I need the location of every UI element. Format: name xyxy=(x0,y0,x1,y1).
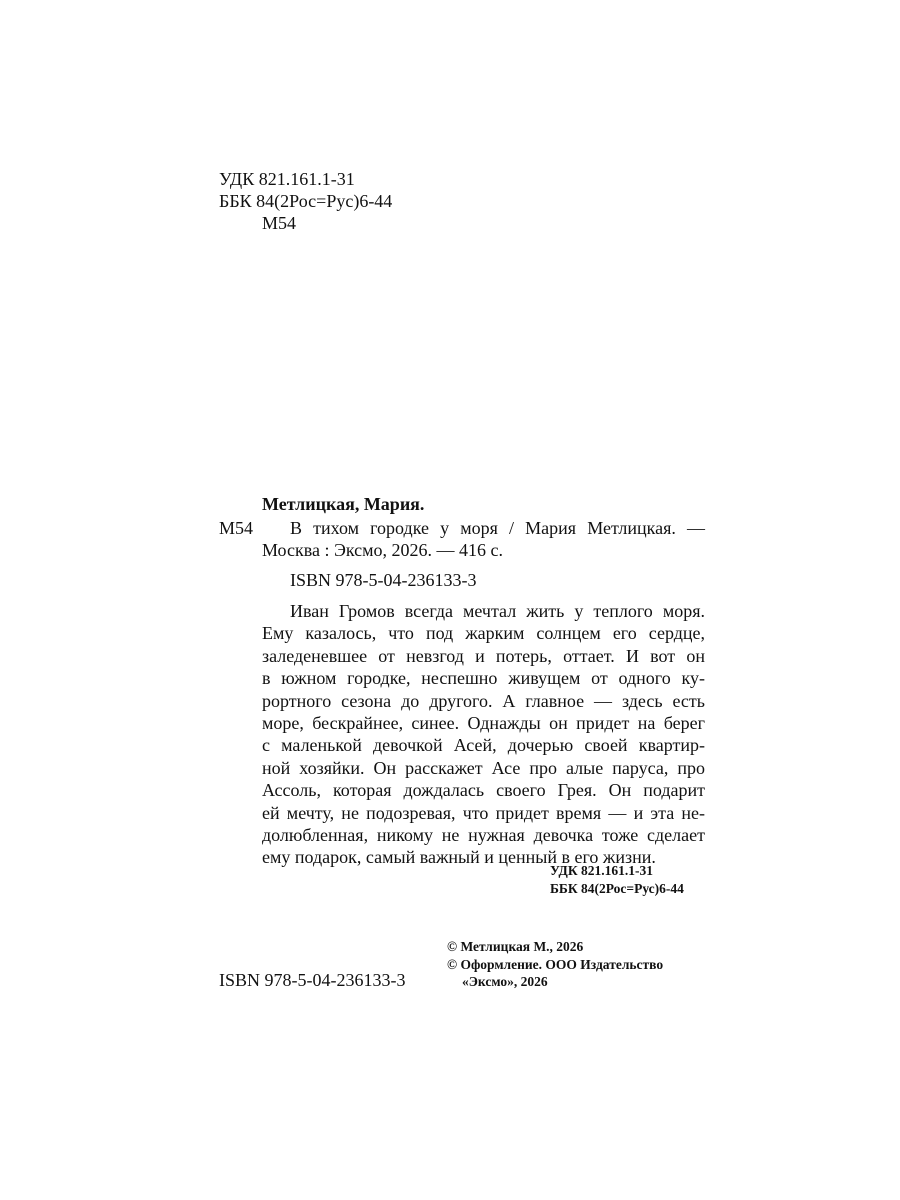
annotation-line: Иван Громов всегда мечтал жить у теплого моря. xyxy=(290,601,705,621)
copyright-publisher: «Эксмо», 2026 xyxy=(462,974,548,989)
bbk-code: ББК 84(2Рос=Рус)6-44 xyxy=(219,191,393,211)
card-author-mark: М54 xyxy=(219,518,254,538)
card-title-line: В тихом городке у моря / Мария Метлицкая. — xyxy=(290,518,705,538)
card-bbk: ББК 84(2Рос=Рус)6-44 xyxy=(550,881,684,896)
annotation-line: ей мечту, не подозревая, что придет время — и эта не- xyxy=(262,802,705,823)
card-isbn: ISBN 978-5-04-236133-3 xyxy=(290,570,477,590)
annotation xyxy=(262,600,705,869)
annotation-line: море, бескрайнее, синее. Однажды он придет на берег xyxy=(262,712,705,733)
annotation-line: ему подарок, самый важный и ценный в его жизни. xyxy=(262,847,656,868)
footer-isbn: ISBN 978-5-04-236133-3 xyxy=(219,970,406,990)
card-imprint: Москва : Эксмо, 2026. — 416 с. xyxy=(262,540,504,560)
annotation-line: с маленькой девочкой Асей, дочерью своей квартир- xyxy=(262,735,705,756)
copyright-design: © Оформление. ООО Издательство xyxy=(447,957,664,972)
udk-code: УДК 821.161.1-31 xyxy=(219,169,355,189)
annotation-line: Ассоль, которая дождалась своего Грея. Он подарит xyxy=(262,780,705,801)
annotation-line: Ему казалось, что под жарким солнцем его сердце, xyxy=(262,623,705,644)
annotation-line: заледеневшее от невзгод и потерь, оттает. И вот он xyxy=(262,645,705,666)
annotation-line: ной хозяйки. Он расскажет Асе про алые паруса, про xyxy=(262,757,705,778)
annotation-line: в южном городке, неспешно живущем от одного ку- xyxy=(262,668,705,689)
card-author: Метлицкая, Мария. xyxy=(262,494,425,514)
author-mark: М54 xyxy=(262,213,297,233)
copyright-author: © Метлицкая М., 2026 xyxy=(447,939,584,954)
annotation-line: долюбленная, никому не нужная девочка тоже сделает xyxy=(262,824,705,845)
annotation-line: рортного сезона до другого. А главное — здесь есть xyxy=(262,690,705,711)
card-udk: УДК 821.161.1-31 xyxy=(550,863,653,878)
